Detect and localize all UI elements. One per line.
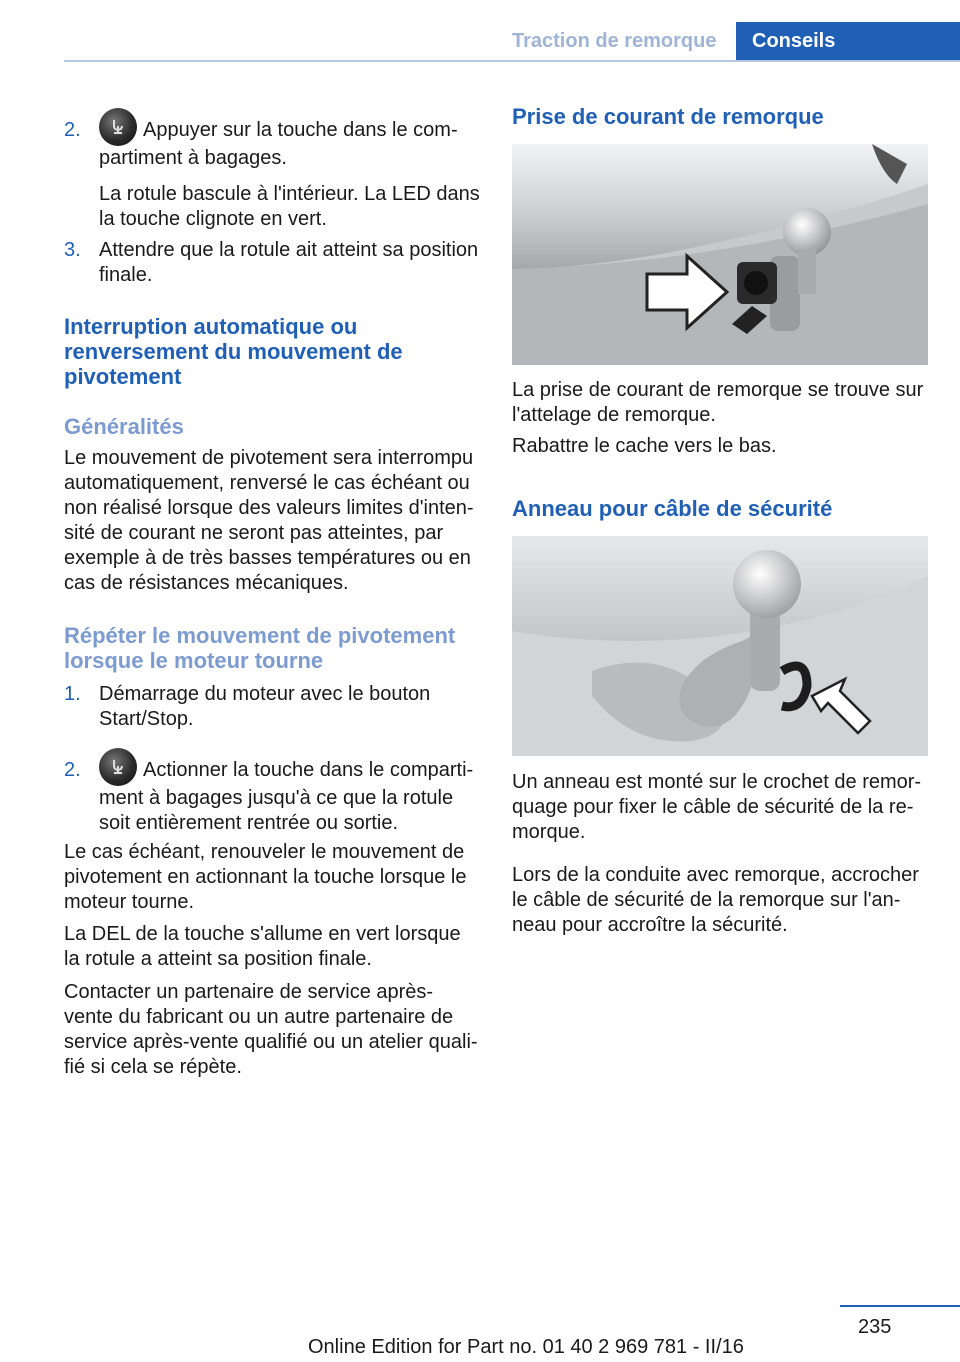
footer-divider	[840, 1305, 960, 1307]
trailer-hitch-button-icon	[99, 748, 137, 786]
right-column	[512, 0, 928, 1300]
step-number: 3.	[64, 239, 81, 261]
trailer-socket-image	[512, 144, 928, 365]
step-2-subtext-content: La rotule bascule à l'intérieur. La LED dans la touche clignote en vert.	[99, 183, 480, 230]
prise-paragraph-2: Rabattre le cache vers le bas.	[512, 435, 777, 457]
step-number: 2.	[64, 119, 81, 141]
heading-generalites: Généralités	[64, 414, 184, 439]
prise-paragraph: La prise de courant de remorque se trouve sur l'attelage de remorque.	[512, 379, 924, 426]
heading-repeter: Répéter le mouvement de pivotement lorsque le moteur tourne	[64, 623, 456, 673]
heading-anneau: Anneau pour câble de sécurité	[512, 496, 833, 521]
heading-prise-courant: Prise de courant de remorque	[512, 104, 824, 129]
generalites-paragraph: Le mouvement de pivotement sera interrompu automatiquement, renversé le cas échéant ou non réalisé lorsque des valeurs limites d'inten‐sité de courant ne seront pas atteintes, par exemple à de très basses températures ou en cas de résistances mécaniques.	[64, 447, 474, 594]
anneau-paragraph: Un anneau est monté sur le crochet de remor‐quage pour fixer le câble de sécurité de la re‐morque.	[512, 771, 922, 843]
paragraph-del: La DEL de la touche s'allume en vert lorsque la rotule a atteint sa position finale.	[64, 923, 461, 970]
anneau-paragraph-2: Lors de la conduite avec remorque, accrocher le câble de sécurité de la remorque sur l'an‐neau pour accroître la sécurité.	[512, 864, 919, 936]
paragraph-contacter: Contacter un partenaire de service après-vente du fabricant ou un autre partenaire de service après-vente qualifié ou un atelier quali‐fié si cela se répète.	[64, 981, 478, 1078]
repeat-step-2-text: Actionner la touche dans le comparti‐ment à bagages jusqu'à ce que la rotule soit entièrement rentrée ou sortie.	[99, 759, 474, 834]
step-2-text: Appuyer sur la touche dans le com‐partiment à bagages.	[99, 119, 458, 169]
step-number: 2.	[64, 759, 81, 781]
left-column	[64, 0, 480, 1300]
paragraph-renouveler: Le cas échéant, renouveler le mouvement de pivotement en actionnant la touche lorsque le moteur tourne.	[64, 841, 467, 913]
step-number: 1.	[64, 683, 81, 705]
repeat-step-1-text: Démarrage du moteur avec le bouton Start/Stop.	[99, 683, 431, 730]
trailer-hitch-button-icon	[99, 108, 137, 146]
heading-interruption: Interruption automatique ou renversement du mouvement de pivotement	[64, 314, 403, 389]
step-2-subtext	[99, 182, 480, 232]
header-tab-conseils[interactable]: Conseils	[736, 22, 960, 62]
page-number: 235	[858, 1316, 892, 1338]
safety-cable-ring-image	[512, 536, 928, 756]
header-section-title: Traction de remorque	[512, 30, 717, 52]
footer-edition: Online Edition for Part no. 01 40 2 969 781 - II/16	[308, 1336, 744, 1358]
step-3-text: Attendre que la rotule ait atteint sa position finale.	[99, 239, 479, 286]
